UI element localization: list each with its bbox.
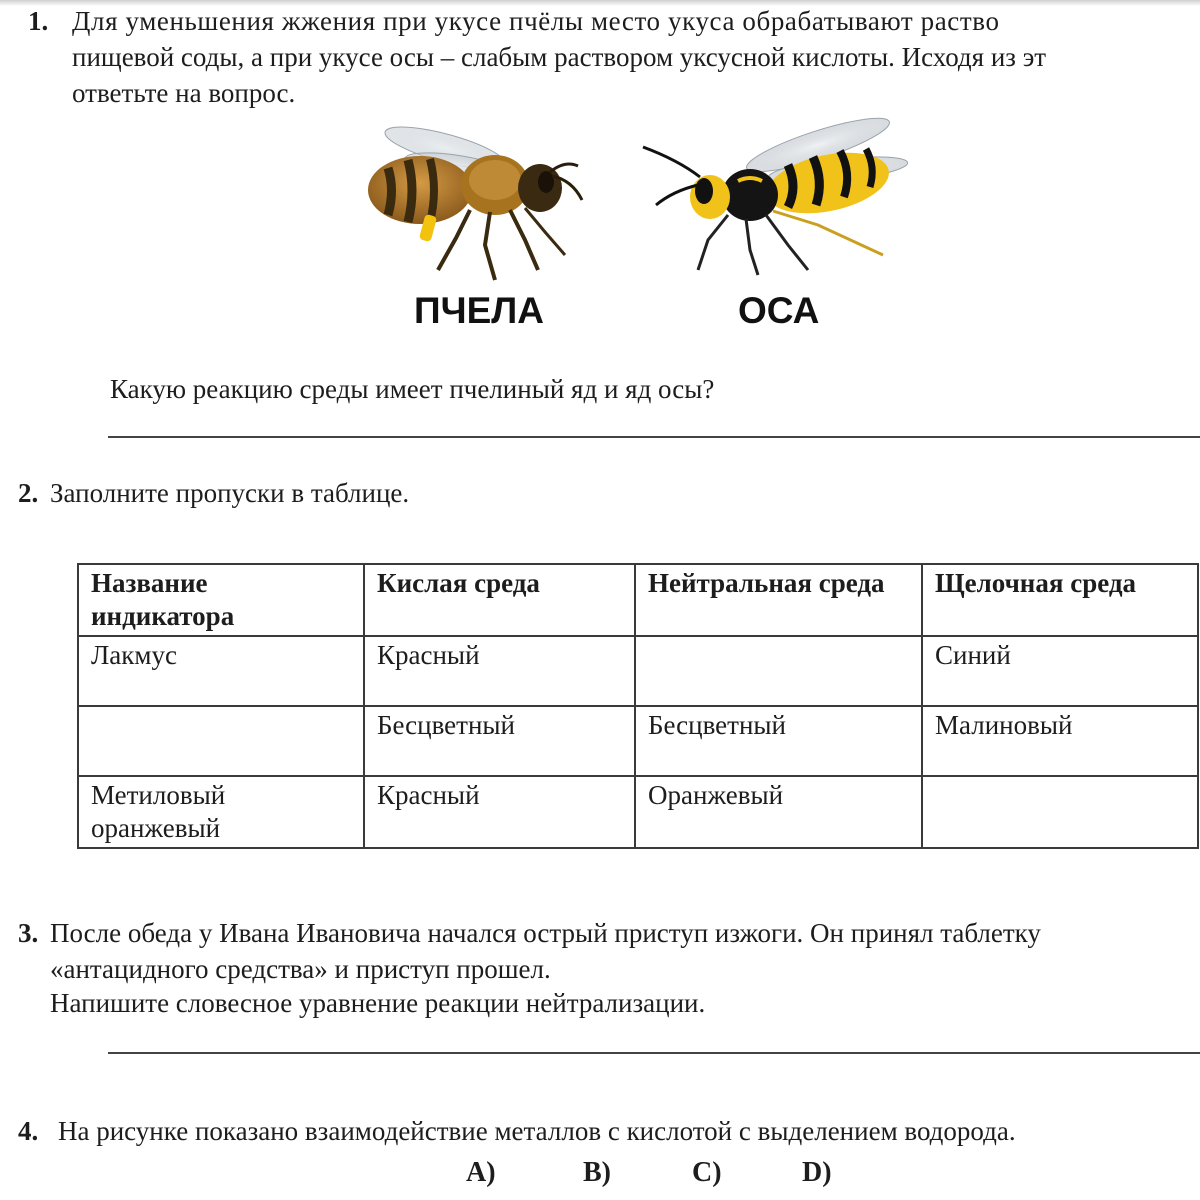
question-2	[0, 476, 1200, 516]
table-cell: Лакмус	[78, 636, 364, 706]
question-3-line-3: Напишите словесное уравнение реакции нейтрализации.	[50, 988, 706, 1018]
option-a: A)	[466, 1157, 496, 1188]
insect-figures	[0, 0, 1200, 360]
table-row	[78, 776, 1198, 848]
table-cell: Красный	[364, 636, 635, 706]
table-row	[78, 636, 1198, 706]
table-cell: Малиновый	[922, 706, 1198, 776]
table-cell: Красный	[364, 776, 635, 848]
question-1-number: 1.	[28, 6, 49, 36]
table-cell: Бесцветный	[635, 706, 922, 776]
question-3-number: 3.	[18, 918, 39, 948]
option-b: B)	[583, 1157, 611, 1188]
question-2-text: Заполните пропуски в таблице.	[50, 478, 410, 508]
question-1-line-3: ответьте на вопрос.	[72, 78, 296, 108]
question-2-number: 2.	[18, 478, 39, 508]
answer-line-3[interactable]	[108, 1052, 1200, 1054]
question-4-text: На рисунке показано взаимодействие металлов с кислотой с выделением водорода.	[58, 1116, 1016, 1146]
table-header-row	[78, 564, 1198, 636]
table-cell-blank[interactable]	[78, 706, 364, 776]
bee-image	[360, 120, 600, 285]
table-cell-blank[interactable]	[922, 776, 1198, 848]
table-cell: Метиловый оранжевый	[78, 776, 364, 848]
option-c: C)	[692, 1157, 722, 1188]
question-3-line-2: «антацидного средства» и приступ прошел.	[50, 954, 551, 984]
question-3	[0, 916, 1200, 1026]
wasp-image	[638, 115, 918, 285]
table-header-cell: Кислая среда	[364, 564, 635, 636]
question-1-prompt: Какую реакцию среды имеет пчелиный яд и яд осы?	[110, 374, 715, 404]
table-header-cell: Щелочная среда	[922, 564, 1198, 636]
question-4-number: 4.	[18, 1116, 39, 1146]
table-cell-blank[interactable]	[635, 636, 922, 706]
table-cell: Оранжевый	[635, 776, 922, 848]
question-1-line-1: Для уменьшения жжения при укусе пчёлы место укуса обрабатывают раство	[72, 6, 1000, 36]
table-header-cell: Название индикатора	[78, 564, 364, 636]
indicator-table	[77, 563, 1199, 849]
table-cell: Бесцветный	[364, 706, 635, 776]
question-1-line-2: пищевой соды, а при укусе осы – слабым раствором уксусной кислоты. Исходя из эт	[72, 42, 1047, 72]
bee-label: ПЧЕЛА	[414, 290, 544, 331]
question-3-line-1: После обеда у Ивана Ивановича начался острый приступ изжоги. Он принял таблетку	[50, 918, 1041, 948]
answer-line-1[interactable]	[108, 436, 1200, 438]
question-4	[0, 1114, 1200, 1154]
wasp-label: ОСА	[738, 290, 820, 331]
table-row	[78, 706, 1198, 776]
table-header-cell: Нейтральная среда	[635, 564, 922, 636]
table-cell: Синий	[922, 636, 1198, 706]
option-d: D)	[802, 1157, 832, 1188]
